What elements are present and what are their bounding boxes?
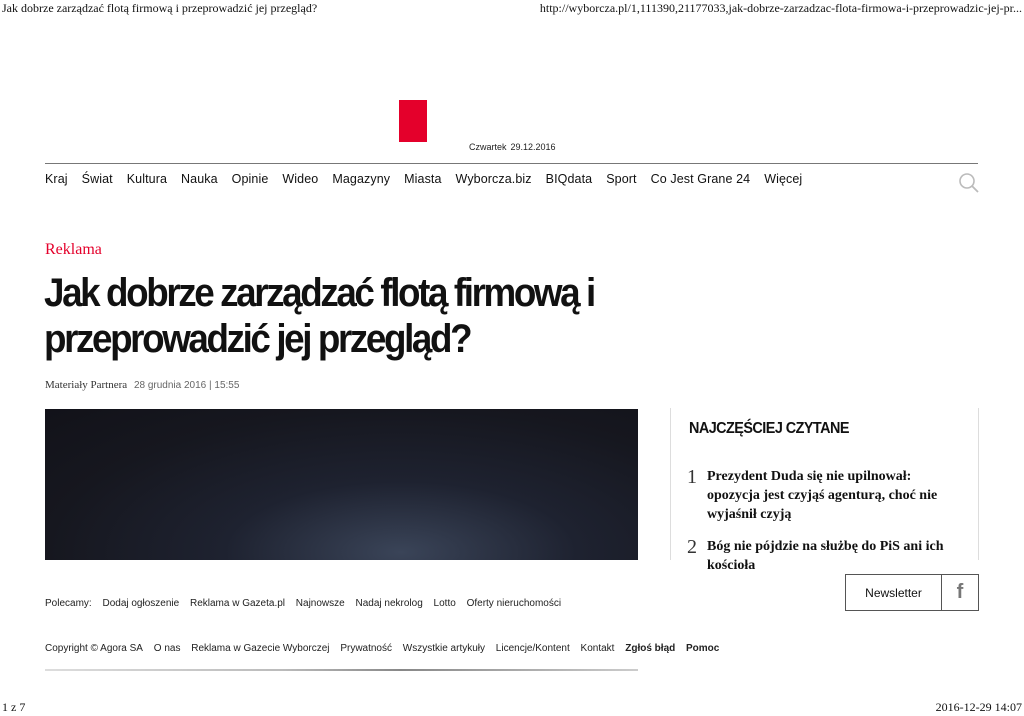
search-icon[interactable]	[958, 172, 980, 194]
print-title: Jak dobrze zarządzać flotą firmową i przeprowadzić jej przegląd?	[2, 1, 318, 15]
report-error-link[interactable]: Zgłoś błąd	[625, 643, 676, 654]
facebook-icon[interactable]: f	[956, 581, 964, 603]
nav-item-kultura[interactable]: Kultura	[126, 172, 168, 186]
most-read-box	[670, 408, 979, 573]
footer-link[interactable]: O nas	[153, 643, 181, 654]
newsletter-widget	[845, 574, 979, 611]
nav-item-wyborcza-biz[interactable]: Wyborcza.biz	[455, 172, 532, 186]
footer-link[interactable]: Kontakt	[580, 643, 615, 654]
nav-item-miasta[interactable]: Miasta	[404, 172, 442, 186]
recommend-label: Polecamy:	[45, 598, 92, 609]
article-headline: Jak dobrze zarządzać flotą firmową i przeprowadzić jej przegląd?	[44, 271, 594, 361]
article-kicker[interactable]: Reklama	[45, 241, 102, 258]
nav-item-co-jest-grane[interactable]: Co Jest Grane 24	[650, 172, 751, 186]
rank-number: 1	[687, 466, 697, 488]
current-date	[469, 142, 560, 152]
footer-link[interactable]: Wszystkie artykuły	[402, 643, 486, 654]
footer-link[interactable]: Lotto	[433, 598, 456, 609]
nav-item-nauka[interactable]: Nauka	[181, 172, 218, 186]
copyright-text: Copyright © Agora SA	[45, 643, 143, 654]
footer-link[interactable]: Nadaj nekrolog	[355, 598, 423, 609]
nav-item-biqdata[interactable]: BIQdata	[545, 172, 593, 186]
footer-link[interactable]: Reklama w Gazecie Wyborczej	[191, 643, 330, 654]
print-footer	[0, 700, 1024, 716]
nav-item-opinie[interactable]: Opinie	[231, 172, 269, 186]
wyborcza-logo[interactable]	[399, 100, 427, 142]
footer-link[interactable]: Licencje/Kontent	[495, 643, 570, 654]
image-bottom-edge	[45, 669, 638, 671]
footer-link[interactable]: Prywatność	[340, 643, 392, 654]
nav-divider	[45, 163, 978, 164]
article-author[interactable]: Materiały Partnera	[45, 379, 128, 391]
print-header	[0, 0, 1024, 18]
most-read-title[interactable]: Bóg nie pójdzie na służbę do PiS ani ich kościoła	[707, 539, 944, 573]
nav-item-sport[interactable]: Sport	[606, 172, 637, 186]
rank-number: 2	[687, 536, 697, 558]
nav-item-kraj[interactable]: Kraj	[45, 172, 68, 186]
nav-item-wideo[interactable]: Wideo	[282, 172, 319, 186]
footer-link[interactable]: Najnowsze	[295, 598, 345, 609]
page-number: 1 z 7	[2, 700, 26, 714]
footer-link[interactable]: Reklama w Gazeta.pl	[189, 598, 286, 609]
footer-link[interactable]: Dodaj ogłoszenie	[102, 598, 180, 609]
article-byline	[45, 379, 239, 391]
copyright-bar	[45, 643, 727, 654]
most-read-heading: NAJCZĘŚCIEJ CZYTANE	[689, 420, 849, 437]
recommend-links	[45, 598, 569, 609]
print-timestamp: 2016-12-29 14:07	[935, 700, 1022, 714]
nav-item-magazyny[interactable]: Magazyny	[332, 172, 391, 186]
most-read-title[interactable]: Prezydent Duda się nie upilnował: opozycja jest czyjąś agenturą, choć nie wyjaśnił czyją	[707, 469, 938, 522]
date-value: 29.12.2016	[510, 142, 556, 152]
nav-item-swiat[interactable]: Świat	[81, 172, 113, 186]
newsletter-button[interactable]: Newsletter	[846, 575, 942, 610]
article-date: 28 grudnia 2016 | 15:55	[133, 380, 240, 391]
main-nav	[45, 172, 816, 186]
date-day: Czwartek	[469, 142, 507, 152]
nav-item-wiecej[interactable]: Więcej	[764, 172, 803, 186]
help-link[interactable]: Pomoc	[686, 643, 720, 654]
most-read-item[interactable]	[687, 536, 947, 573]
print-url: http://wyborcza.pl/1,111390,21177033,jak-dobrze-zarzadzac-flota-firmowa-i-przeprowadzic-jej-pr...	[539, 1, 1022, 15]
footer-link[interactable]: Oferty nieruchomości	[466, 598, 562, 609]
article-hero-image	[45, 409, 638, 560]
